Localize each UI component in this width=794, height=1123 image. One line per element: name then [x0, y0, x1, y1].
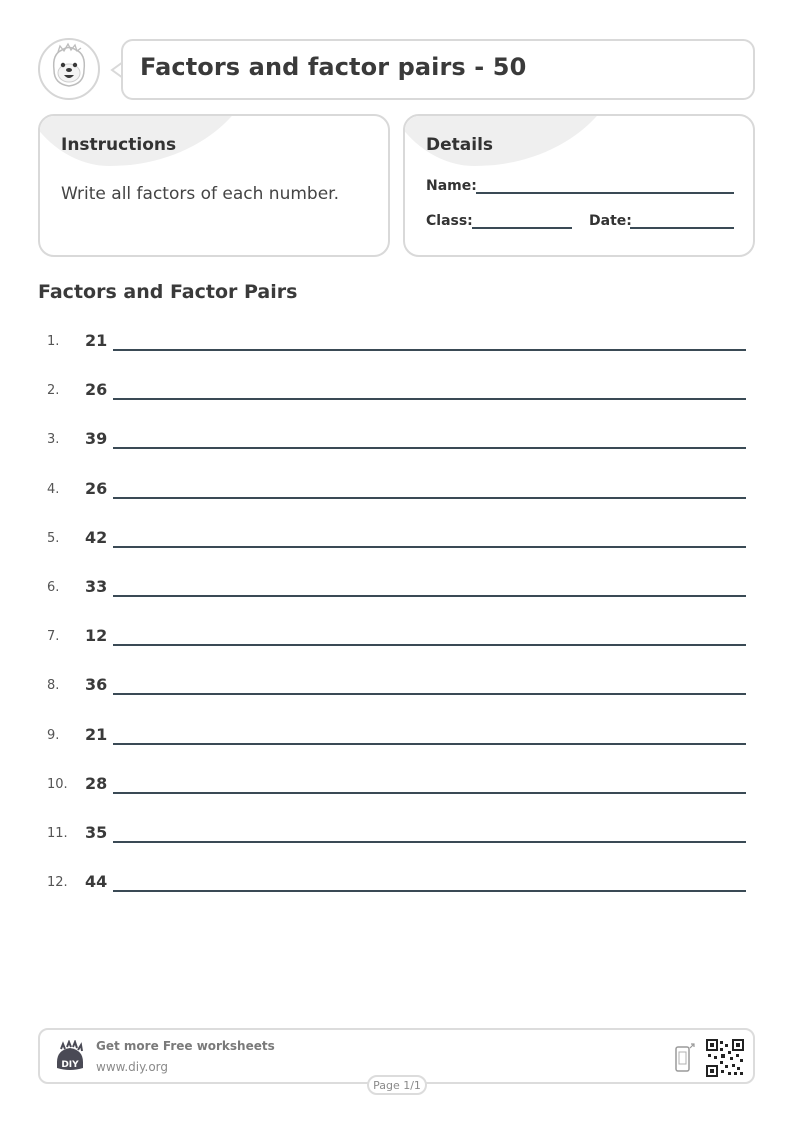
question-value: 35	[85, 823, 108, 842]
question-row	[0, 773, 794, 797]
answer-line[interactable]	[113, 349, 746, 351]
question-number: 3.	[47, 432, 60, 447]
section-title: Factors and Factor Pairs	[38, 281, 298, 303]
answer-line[interactable]	[113, 595, 746, 597]
question-value: 44	[85, 872, 108, 891]
qr-code-icon	[706, 1039, 744, 1077]
answer-line[interactable]	[113, 497, 746, 499]
question-value: 33	[85, 577, 108, 596]
answer-line[interactable]	[113, 890, 746, 892]
phone-scan-icon	[674, 1042, 696, 1074]
question-row	[0, 527, 794, 551]
question-row	[0, 428, 794, 452]
yeti-face-icon	[40, 40, 98, 98]
question-number: 9.	[47, 728, 60, 743]
svg-text:DIY: DIY	[61, 1060, 79, 1070]
footer-url-link[interactable]: www.diy.org	[96, 1060, 168, 1074]
question-number: 6.	[47, 580, 60, 595]
answer-line[interactable]	[113, 743, 746, 745]
question-number: 7.	[47, 629, 60, 644]
question-number: 2.	[47, 383, 60, 398]
question-row	[0, 822, 794, 846]
answer-line[interactable]	[113, 447, 746, 449]
question-number: 10.	[47, 777, 68, 792]
question-row	[0, 871, 794, 895]
question-value: 21	[85, 725, 108, 744]
question-value: 26	[85, 380, 108, 399]
question-value: 42	[85, 528, 108, 547]
page-title: Factors and factor pairs - 50	[140, 53, 527, 81]
details-heading: Details	[426, 135, 494, 155]
question-number: 1.	[47, 334, 60, 349]
answer-line[interactable]	[113, 644, 746, 646]
instructions-text: Write all factors of each number.	[61, 184, 340, 204]
question-row	[0, 674, 794, 698]
question-number: 11.	[47, 826, 68, 841]
question-row	[0, 625, 794, 649]
question-value: 21	[85, 331, 108, 350]
answer-line[interactable]	[113, 398, 746, 400]
question-number: 5.	[47, 531, 60, 546]
question-value: 26	[85, 479, 108, 498]
date-field[interactable]	[630, 227, 734, 229]
question-row	[0, 330, 794, 354]
answer-line[interactable]	[113, 841, 746, 843]
instructions-heading: Instructions	[61, 135, 177, 155]
name-field[interactable]	[476, 192, 734, 194]
name-label: Name:	[426, 178, 477, 194]
instructions-card	[38, 114, 390, 257]
mascot-avatar-icon	[38, 38, 100, 100]
date-label: Date:	[589, 213, 632, 229]
question-number: 4.	[47, 482, 60, 497]
question-row	[0, 478, 794, 502]
question-value: 28	[85, 774, 108, 793]
class-field[interactable]	[472, 227, 572, 229]
question-row	[0, 379, 794, 403]
question-value: 39	[85, 429, 108, 448]
footer-promo-text: Get more Free worksheets	[96, 1039, 275, 1053]
class-label: Class:	[426, 213, 473, 229]
answer-line[interactable]	[113, 546, 746, 548]
answer-line[interactable]	[113, 693, 746, 695]
question-row	[0, 576, 794, 600]
diy-logo-icon	[52, 1040, 88, 1076]
question-row	[0, 724, 794, 748]
answer-line[interactable]	[113, 792, 746, 794]
title-box	[121, 39, 755, 100]
question-value: 36	[85, 675, 108, 694]
question-number: 8.	[47, 678, 60, 693]
details-card	[403, 114, 755, 257]
page-indicator: Page 1/1	[367, 1075, 427, 1095]
question-value: 12	[85, 626, 108, 645]
question-number: 12.	[47, 875, 68, 890]
